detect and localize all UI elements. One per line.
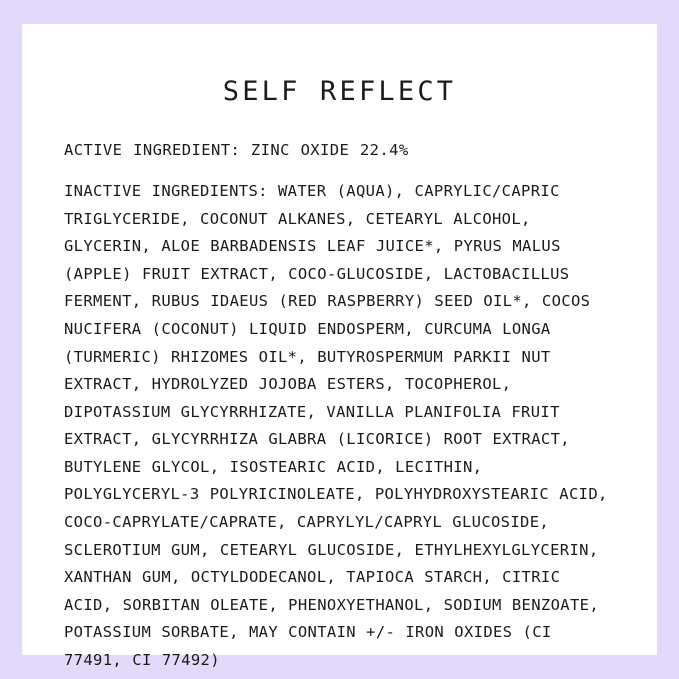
page-title: SELF REFLECT xyxy=(222,76,457,107)
inactive-ingredients-text: INACTIVE INGREDIENTS: WATER (AQUA), CAPRYLIC/CAPRIC TRIGLYCERIDE, COCONUT ALKANES, CETEARYL ALCOHOL, GLYCERIN, ALOE BARBADENSIS LEAF JUICE*, PYRUS MALUS (APPLE) FRUIT EXTRACT, COCO-GLUCOSIDE, LACTOBACILLUS FERMENT, RUBUS IDAEUS (RED RASPBERRY) SEED OIL*, COCOS NUCIFERA (COCONUT) LIQUID ENDOSPERM, CURCUMA LONGA (TURMERIC) RHIZOMES OIL*, BUTYROSPERMUM PARKII NUT EXTRACT, HYDROLYZED JOJOBA ESTERS, TOCOPHEROL, DIPOTASSIUM GLYCYRRHIZATE, VANILLA PLANIFOLIA FRUIT EXTRACT, GLYCYRRHIZA GLABRA (LICORICE) ROOT EXTRACT, BUTYLENE GLYCOL, ISOSTEARIC ACID, LECITHIN, POLYGLYCERYL-3 POLYRICINOLEATE, POLYHYDROXYSTEARIC ACID, COCO-CAPRYLATE/CAPRATE, CAPRYLYL/CAPRYL GLUCOSIDE, SCLEROTIUM GUM, CETEARYL GLUCOSIDE, ETHYLHEXYLGLYCERIN, XANTHAN GUM, OCTYLDODECANOL, TAPIOCA STARCH, CITRIC ACID, SORBITAN OLEATE, PHENOXYETHANOL, SODIUM BENZOATE, POTASSIUM SORBATE, MAY CONTAIN +/- IRON OXIDES (CI 77491, CI 77492) xyxy=(64,182,608,669)
active-ingredient-text: ACTIVE INGREDIENT: ZINC OXIDE 22.4% xyxy=(64,141,409,159)
ingredient-label-card xyxy=(22,24,657,669)
